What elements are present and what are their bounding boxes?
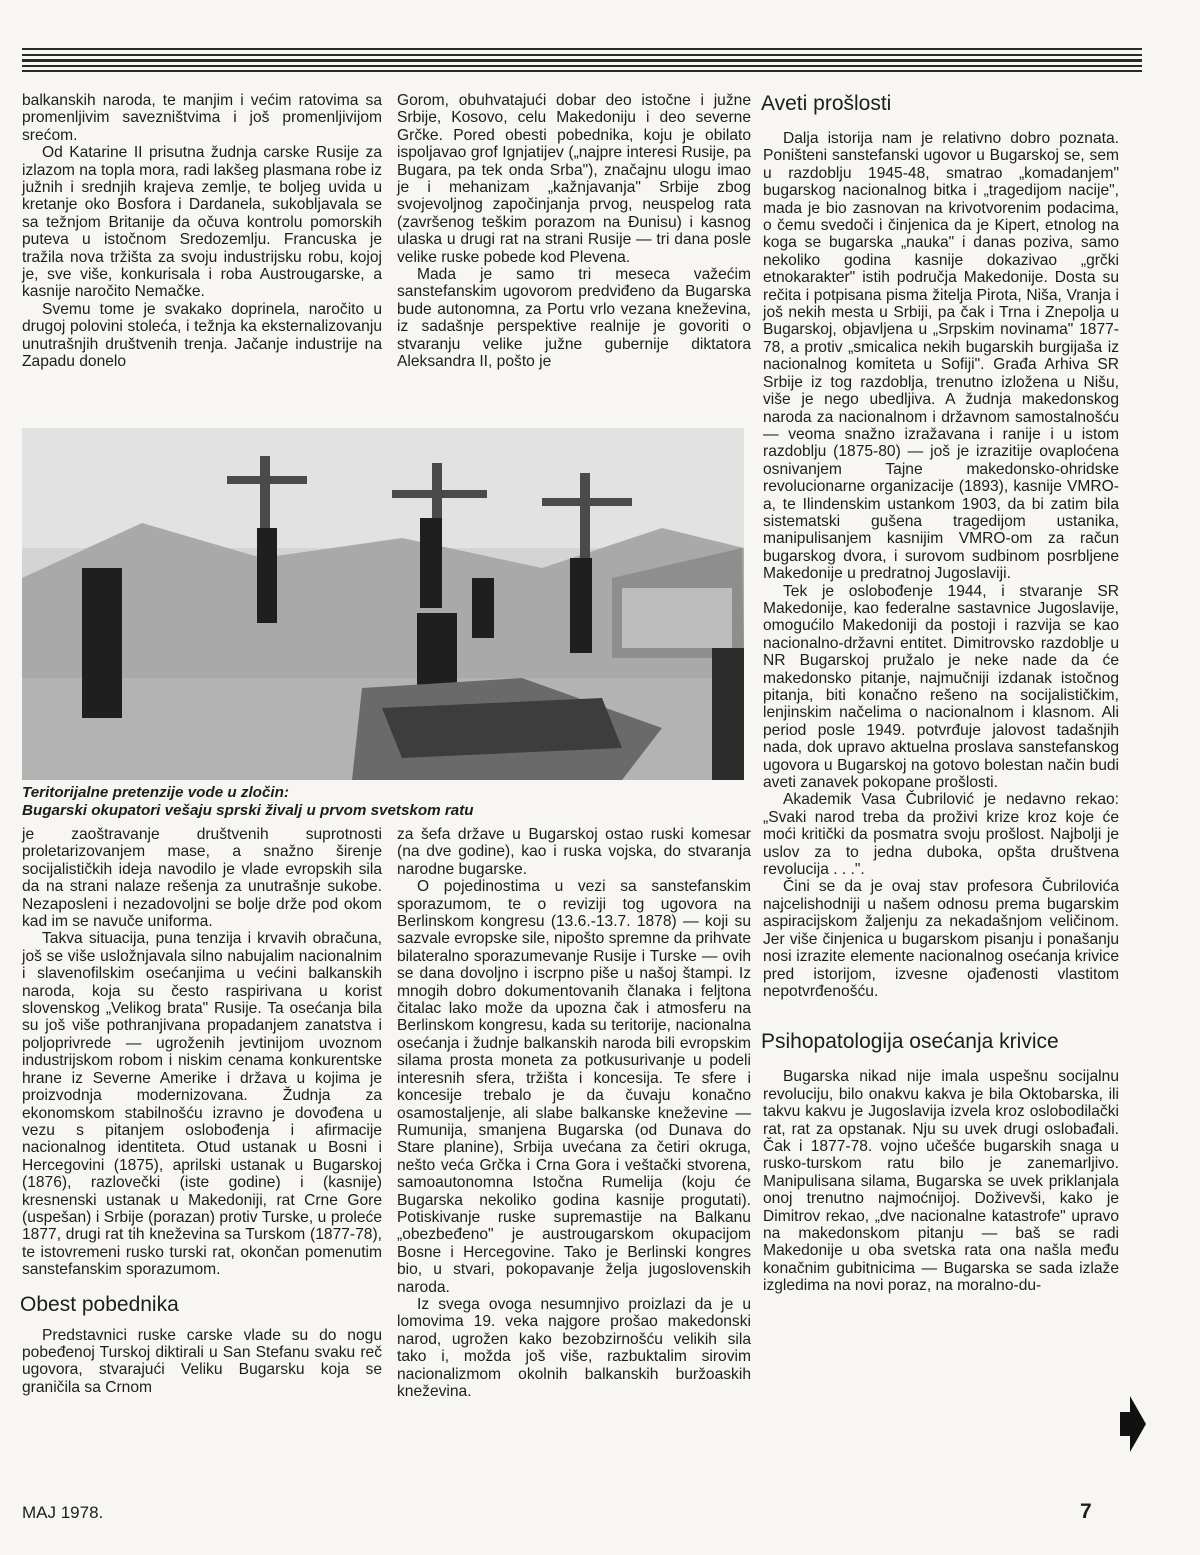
column-3: Aveti prošlosti Dalja istorija nam je relativno dobro poznata. Poništeni sanstefanski ugovor u Bugarskoj se, sem u razdoblju 1945-48, smatrao „komadanjem" bugarskog nacionalnog bitka i „tragedijom nacije", mada je bio zasnovan na krivotvorenim podacima, o čemu svedoči i činjenica da je Kipert, etnolog na koga se bugarska „nauka" i danas poziva, samo nekoliko godina kasnije dokazivao „grčki etnokarakter" istih područja Makedonije. Dosta su rečita i potpisana pisma žitelja Pirota, Niša, Vranja i još nekih mesta u Srbiji, pa čak i Trna i Znepolja u Bugarskoj, objavljena u „Srpskim novinama" 1877-78, a protiv „smicalica nekih bugarskih burgijaša iz nacionalnog komiteta u Sofiji". Građa Arhiva SR Srbije iz tog razdoblja, trenutno izložena u Nišu, više je nego ubedljiva. A žudnja makedonskog naroda za nacionalnom i državnom samostalnošću — veoma snažno izražavana i ranije i u istom razdoblju (1875-80) — još je izrazitije ovaploćena osnivanjem Tajne makedonsko-ohridske revolucionarne organizacije (1893), kasnije VMRO-a, te Ilindenskim ustankom 1903, da bi zatim bila sistematski gušena tragedijom ustanika, manipulisanjem kasnijim VMRO-om za račun bugarskog dvora, i surovom sudbinom posrbljene Makedonije u predratnoj Jugoslaviji. Tek je oslobođenje 1944, i stvaranje SR Makedonije, kao federalne sastavnice Jugoslavije, omogućilo Makedoniji da postoji i razvija se kao nacionalno-državni entitet. Dimitrovsko razdoblje u NR Bugarskoj pružalo je neke nade da će makedonsko pitanje, najmučniji izdanak istočnog pitanja, biti konačno rešeno na socijalističkim, lenjinskim načelima o nacionalnom i klasnom. Ali period posle 1949. potvrđuje jalovost tadašnjih nada, dok upravo aktuelna proslava sanstefanskog ugovora u Bugarskoj na gotovo bolestan način budi aveti zanavek pokopane prošlosti. Akademik Vasa Čubrilović je nedavno rekao: „Svaki narod treba da proživi krize kroz koje će moći kritički da posmatra svoju prošlost. Najbolji je uslov za to jedna duboka, opšta društvena revolucija . . .". Čini se da je ovaj stav profesora Čubrilovića najcelishodniji u našem odnosu prema bugarskim aspiracijskom žaljenju za nekadašnjom veličinom. Jer više činjenica u bugarskom pisanju i ponašanju nosi izrazite elemente nacionalnog osećanja krivice pred istorijom, izvesne ojađenosti vlastitom nepotvrđenošću. Psihopatologija osećanja krivice Bugarska nikad nije imala uspešnu socijalnu revoluciju, bilo onakvu kakva je bila Oktobarska, ili takvu kakvu je Jugoslavija izvela kroz oslobodilački rat, rat za opstanak. Nju su uvek drugi oslobađali. Čak i 1877-78. vojno učešće bugarskih snaga u rusko-turskom ratu bilo je zanemarljivo. Manipulisana silama, Bugarska se uvek priklanjala onoj trenutno najmoćnijoj. Doživevši, kako je Dimitrov rekao, „dve nacionalne katastrofe" upravo na makedonskom pitanju — baš se radi Makedonije u oba svetska rata ona našla među konačnim gubitnicima — Bugarska se sada izlaže izgledima na novi poraz, na moralno-du- xyxy=(761,92,1119,1295)
header-rules xyxy=(22,48,1142,74)
section-title-aveti: Aveti prošlosti xyxy=(761,92,892,115)
arrow-right-icon xyxy=(1120,1396,1146,1457)
column-2-bottom: za šefa države u Bugarskoj ostao ruski komesar (na dve godine), kao i ruska vojska, do stvaranja narodne bugarske. O pojedinostima u vezi sa sanstefanskim sporazumom, te o reviziji tog ugovora na Berlinskom kongresu (13.6.-13.7. 1878) — koji su sazvale evropske sile, nipošto spremne da prihvate bilateralno sporazumevanje Rusije i Turske — ovih se dana dovoljno i iscrpno piše u našoj štampi. Iz mnogih dobro dokumentovanih članaka i feljtona čitalac lako može da upozna čak i atmosferu na Berlinskom kongresu, kada su teritorije, nacionalna osećanja i žudnje balkanskih naroda bili evropskim silama prosta moneta za potkusurivanje u podeli interesnih sfera, tržišta i koncesija. Te sfere i koncesije trebalo je da čuvaju konačno osamostaljenje, ali slabe balkanske kneževine — Rumunija, smanjena Bugarska (od Dunava do Stare planine), Srbija uvećana za četiri okruga, nešto veća Grčka i Crna Gora i veštački stvorena, samoautonomna Istočna Rumelija (koju će Bugarska nekoliko godina kasnije progutati). Potiskivanje ruske supremastije na Balkanu „obezbeđeno" je austrougarskom okupacijom Bosne i Hercegovine. Tako je Berlinski kongres bio, u stvari, pokopavanje želja jugoslovenskih naroda. Iz svega ovoga nesumnjivo proizlazi da je u lomovima 19. veka najgore prošao makedonski narod, ugrožen kako bezobzirnošću velikih sila tako i, možda još više, razbuktalim sirovim nacionalizmom okolnih balkanskih buržoaskih kneževina. xyxy=(397,826,751,1400)
column-2-top: Gorom, obuhvatajući dobar deo istočne i južne Srbije, Kosovo, celu Makedoniju i deo severne Grčke. Pored obesti pobednika, koju je obilato ispoljavao grof Ignjatijev („najpre interesi Rusije, pa Bugara, pa tek onda Srba"), značajnu ulogu imao je i mehanizam „kažnjavanja" Srbije zbog svojevoljnog započinjanja prvog, neuspelog rata (završenog teškim porazom na Đunisu) i kasnog ulaska u drugi rat na strani Rusije — tri dana posle velike ruske pobede kod Plevena. Mada je samo tri meseca važećim sanstefanskim ugovorom predviđeno da Bugarska bude autonomna, za Portu vrlo vezana kneževina, iz sadašnje perspektive realnije je govoriti o stvaranju velike južne gubernije diktatora Aleksandra II, pošto je xyxy=(397,92,751,371)
historical-photo xyxy=(22,428,744,780)
issue-date: MAJ 1978. xyxy=(22,1503,104,1522)
section-title-psihopatologija: Psihopatologija osećanja krivice xyxy=(761,1030,1059,1054)
photo-illustration xyxy=(22,428,744,780)
photo-caption: Teritorijalne pretenzije vode u zločin: Bugarski okupatori vešaju sprski živalj u prvom svetskom ratu xyxy=(22,784,474,819)
section-title-obest: Obest pobednika xyxy=(20,1292,179,1316)
column-1-bottom: je zaoštravanje društvenih suprotnosti proletarizovanjem mase, a snažno širenje socijalističkih ideja navodilo je vlade evropskih sila da na strani nalaze rešenja za unutrašnje sukobe. Nezaposleni i nezadovoljni se bolje drže pod okom kad im se navuče uniforma. Takva situacija, puna tenzija i krvavih obračuna, još se više usložnjavala silno nabujalim nacionalnim i slavenofilskim osećanjima u većini balkanskih naroda, koja su često raspirivana u korist slovenskog „Velikog brata" Rusije. Ta osećanja bila su još više pothranjivana propadanjem zanatstva i poljoprivrede — ugroženih jevtinijom uvoznom industrijskom robom i niskim cenama konkurentske hrane iz Severne Amerike i država u kojima je proizvodnja modernizovana. Žudnja za ekonomskom stabilnošću izravno je dovođena u vezu s pitanjem oslobođenja i afirmacije nacionalnog identiteta. Otud ustanak u Bosni i Hercegovini (1875), aprilski ustanak u Bugarskoj (1876), razlovečki (iste godine) i (kasnije) kresnenski ustanak u Makedoniji, rat Crne Gore (uspešan) i Srbije (porazan) protiv Turske, u proleće 1877, drugi rat tih kneževina sa Turskom (1877-78), te istovremeni rusko turski rat, okončan pomenutim sanstefanskim sporazumom. Obest pobednika Predstavnici ruske carske vlade su do nogu pobeđenoj Turskoj diktirali u San Stefanu svaku reč ugovora, stvarajući Veliku Bugarsku koja se graničila sa Crnom xyxy=(20,826,382,1396)
column-1-top: balkanskih naroda, te manjim i većim ratovima sa promenljivim savezništvima i još promenljivijom srećom. Od Katarine II prisutna žudnja carske Rusije za izlazom na topla mora, radi lakšeg plasmana robe iz južnih i srednjih krajeva zemlje, te boljeg uvida u kretanje oko Bosfora i Dardanela, sukobljavala se sa težnjom Britanije da očuva kontrolu pomorskih puteva u istočnom Sredozemlju. Francuska je tražila nova tržišta za svoju industrijsku robu, kojoj je, sve više, konkurisala i roba Austrougarske, a kasnije naročito Nemačke. Svemu tome je svakako doprinela, naročito u drugoj polovini stoleća, i težnja ka eksternalizovanju unutrašnjih društvenih trenja. Jačanje industrije na Zapadu donelo xyxy=(22,92,382,371)
page-number: 7 xyxy=(1080,1500,1092,1523)
